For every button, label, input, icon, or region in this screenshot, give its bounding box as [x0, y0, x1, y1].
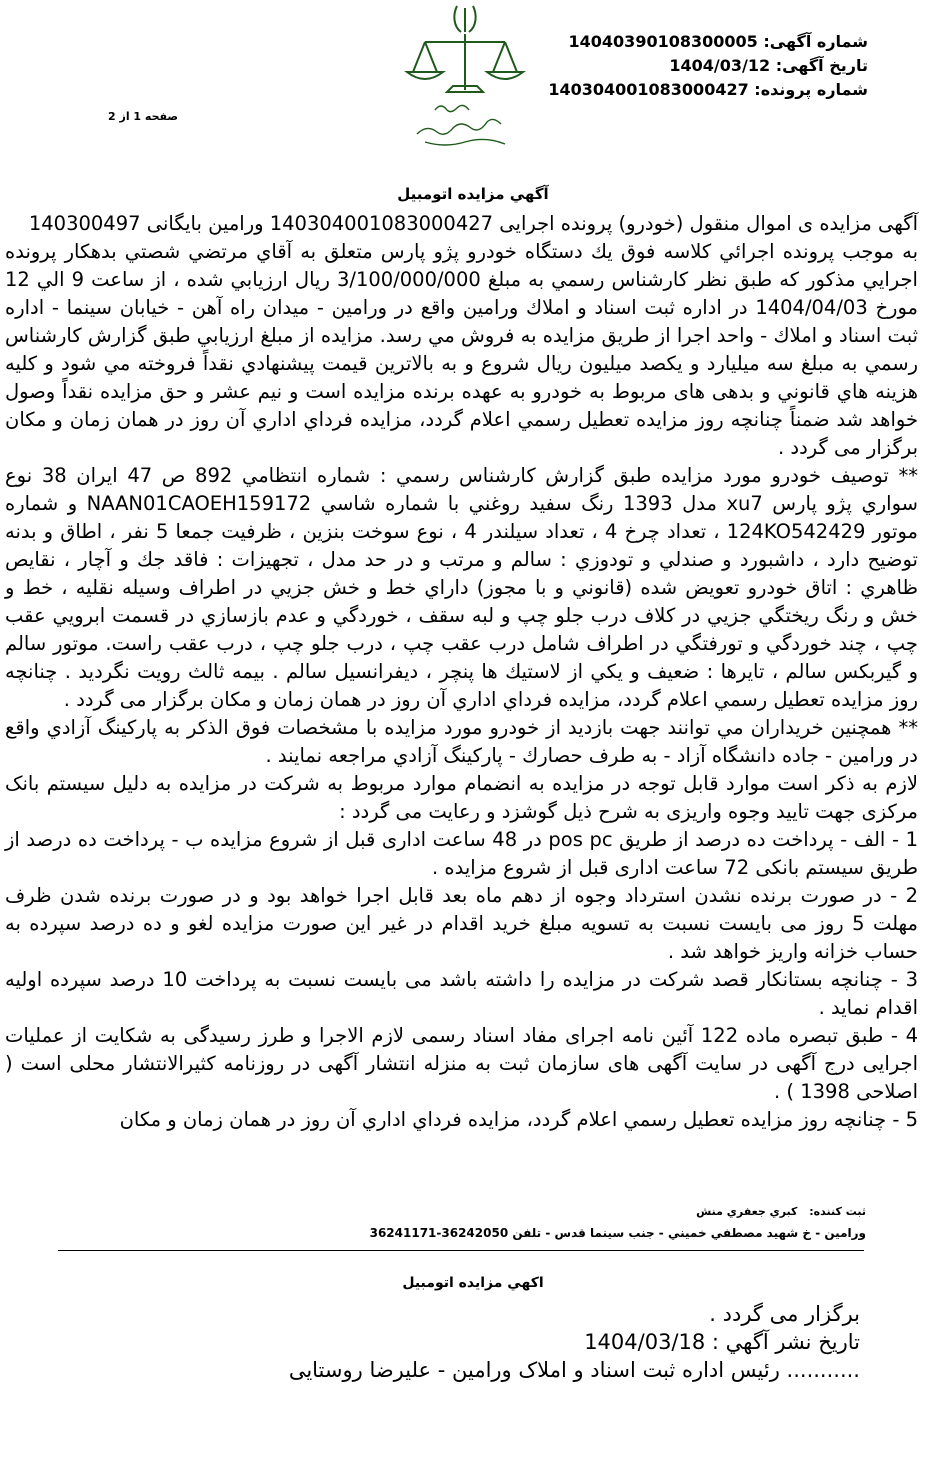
case-number-label: شماره پرونده: — [754, 80, 868, 99]
footer-title: اكهي مزايده اتومبيل — [402, 1275, 544, 1291]
ad-date: 1404/03/12 — [669, 56, 771, 75]
note-3: 3 - چنانچه بستانکار قصد شرکت در مزایده را داشته باشد می بایست نسبت به پرداخت 10 درصد سپرده اولیه اقدام نماید . — [5, 968, 918, 1019]
publication-date-row — [289, 1328, 860, 1356]
ad-number-row — [548, 30, 868, 54]
ad-number: 14040390108300005 — [568, 32, 758, 51]
case-number: 140304001083000427 — [548, 80, 749, 99]
office-address: ورامين - خ شهيد مصطفي خميني - جنب سينما قدس - تلفن 36242050-36241171 — [369, 1226, 866, 1240]
registrar-name: كبري جعفري منش — [696, 1205, 798, 1218]
note-1: 1 - الف - پرداخت ده درصد از طریق pos pc در 48 ساعت اداری قبل از شروع مزایده ب - پرداخت ده درصد از طریق سیستم بانکی 72 ساعت اداری قبل از شروع مزایده . — [5, 828, 918, 879]
judiciary-emblem-icon — [395, 2, 535, 152]
page-number: صفحه 1 از 2 — [108, 110, 179, 123]
case-number-row — [548, 78, 868, 102]
ad-number-label: شماره آگهی: — [763, 32, 868, 51]
note-5: 5 - چنانچه روز مزايده تعطيل رسمي اعلام گردد، مزايده فرداي اداري آن روز در همان زمان و مكان — [119, 1108, 918, 1131]
page-title: آگهي مزايده اتومبيل — [397, 185, 549, 203]
registrar — [688, 1205, 866, 1218]
publication-date-label: تاریخ نشر آگهي : — [711, 1330, 860, 1354]
notes-intro-paragraph: لازم به ذکر است موارد قابل توجه در مزایده به انضمام موارد مربوط به شرکت در مزایده به دلیل سیستم بانک مرکزی جهت تایید وجوه واریزی به شرح ذیل گوشزد و رعایت می گردد : — [5, 772, 918, 823]
case-heading-paragraph: آگهی مزایده ی اموال منقول (خودرو) پرونده اجرایی 140304001083000427 ورامین بایگانی 140300497 — [28, 212, 918, 235]
signature-line: ........... رئیس اداره ثبت اسناد و املاک ورامین - علیرضا روستایی — [288, 1358, 860, 1382]
registrar-label: ثبت كننده: — [809, 1205, 866, 1218]
continuation-line: برگزار می گردد . — [709, 1302, 860, 1326]
publication-date: 1404/03/18 — [584, 1330, 706, 1354]
notice-continuation — [289, 1300, 860, 1384]
viewing-paragraph: ** همچنين خريداران مي توانند جهت بازديد از خودرو مورد مزايده با مشخصات فوق الذكر به پاركينگ آزادي واقع در ورامين - جاده دانشگاه آزاد - به طرف حصارك - پاركينگ آزادي مراجعه نمايند . — [5, 716, 918, 767]
vehicle-description-paragraph: ** توصيف خودرو مورد مزايده طبق گزارش كارشناس رسمي : شماره انتظامي 892 ص 47 ايران 38 نوع سواري پژو پارس xu7 مدل 1393 رنگ سفيد روغني با شماره شاسي NAAN01CAOEH159172 و شماره موتور 124KO542429 ، تعداد چرخ 4 ، تعداد سيلندر 4 ، نوع سوخت بنزين ، ظرفيت جمعا 5 نفر ، اطاق و بدنه توضيح دارد ، داشبورد و صندلي و تودوزي : سالم و مرتب و در حد مدل ، تجهيزات : فاقد جك و آچار ، نقايص ظاهري : اتاق خودرو تعويض شده (قانوني و با مجوز) داراي خط و خش جزيي در اطراف وسيله نقليه ، خط و خش و رنگ ريختگي جزيي در كلاف درب جلو چپ و لبه سقف ، خوردگي و عدم بازسازي در قسمت ابرويي عقب چپ ، چند خوردگي و تورفتگي در اطراف شامل درب عقب چپ ، درب جلو چپ ، درب عقب راست. موتور سالم و گيربكس سالم ، تايرها : ضعيف و يكي از لاستيك ها پنچر ، ديفرانسيل سالم . بيمه ثالث رويت نگرديد . چنانچه روز مزايده تعطيل رسمي اعلام گردد، مزايده فرداي اداري آن روز در همان زمان و مكان برگزار می گردد . — [5, 464, 918, 711]
header-meta — [548, 30, 868, 102]
ad-date-label: تاریخ آگهی: — [775, 56, 868, 75]
divider — [58, 1250, 864, 1251]
ad-date-row — [548, 54, 868, 78]
note-4: 4 - طبق تبصره ماده 122 آئین نامه اجرای مفاد اسناد رسمی لازم الاجرا و طرز رسیدگی به شکایت از عملیات اجرایی درج آگهی در سایت آگهی های سازمان ثبت به منزله انتشار آگهی در روزنامه کثیرالانتشار محلی است ( اصلاحی 1398 ) . — [5, 1024, 918, 1103]
note-2: 2 - در صورت برنده نشدن استرداد وجوه از دهم ماه بعد قابل اجرا خواهد بود و در صورت برنده شدن ظرف مهلت 5 روز می بایست نسبت به تسویه مبلغ خرید اقدام در غیر این صورت مزایده لغو و ده درصد سپرده به حساب خزانه واریز خواهد شد . — [5, 884, 918, 963]
notice-body — [5, 210, 918, 1134]
auction-details-paragraph: به موجب پرونده اجرائي كلاسه فوق يك دستگاه خودرو پژو پارس متعلق به آقاي مرتضي شصتي بدهكار پرونده اجرايي مذكور كه طبق نظر كارشناس رسمي به مبلغ 3/100/000/000 ريال ارزيابي شده ، از ساعت 9 الي 12 مورخ 1404/04/03 در اداره ثبت اسناد و املاك ورامين واقع در ورامين - ميدان راه آهن - خيابان سينما - اداره ثبت اسناد و املاك - واحد اجرا از طريق مزايده به فروش مي رسد. مزايده از مبلغ ارزيابي طبق گزارش كارشناس رسمي به مبلغ سه ميليارد و يكصد ميليون ريال شروع و به بالاترين قيمت پيشنهادي نقداً فروخته مي شود و كليه هزينه هاي قانوني و بدهی های مربوط به خودرو به عهده برنده مزايده است و نيم عشر و حق مزايده نقداً وصول خواهد شد ضمناً چنانچه روز مزايده تعطيل رسمي اعلام گردد، مزايده فرداي اداري آن روز در همان زمان و مكان برگزار می گردد . — [5, 240, 918, 459]
